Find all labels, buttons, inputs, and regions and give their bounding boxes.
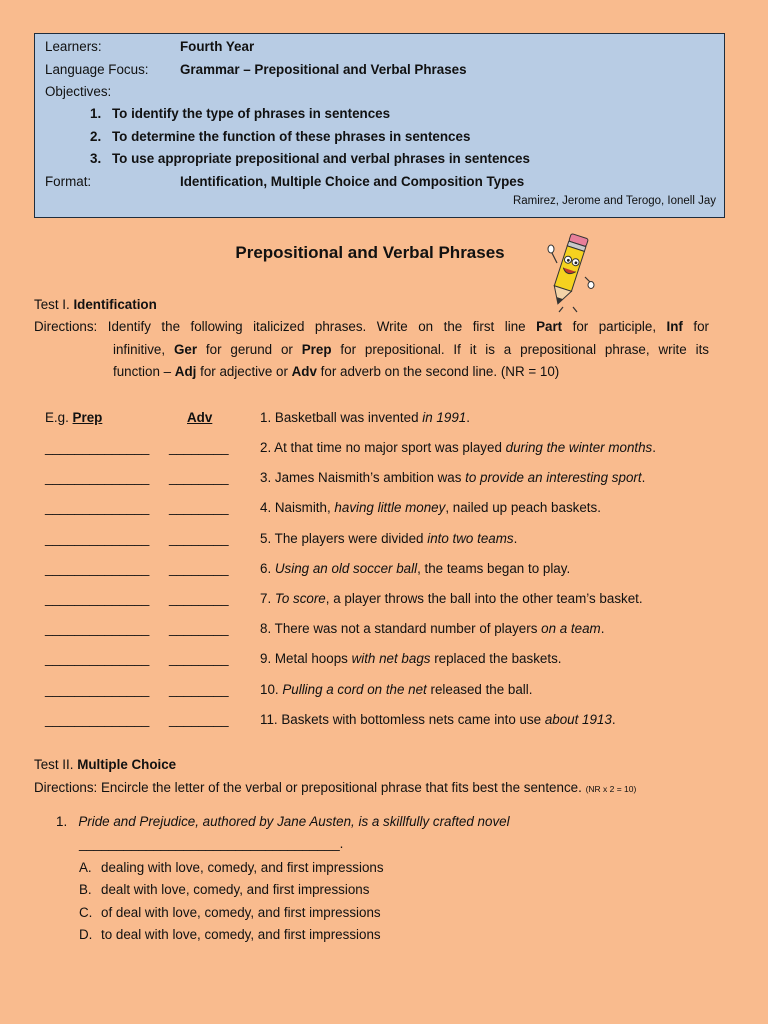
example-function: Adv — [187, 410, 213, 425]
page-title: Prepositional and Verbal Phrases — [235, 243, 505, 262]
answer-blank-type[interactable]: ______________ — [45, 682, 150, 697]
answer-blank-type[interactable]: ______________ — [45, 531, 150, 546]
list-item: 3. James Naismith’s ambition was to provide an interesting sport. — [260, 470, 646, 485]
list-item: 2. At that time no major sport was played during the winter months. — [260, 440, 656, 455]
list-item: 10. Pulling a cord on the net released the ball. — [260, 682, 533, 697]
answer-blank-type[interactable]: ______________ — [45, 621, 150, 636]
answer-blank-type[interactable]: ______________ — [45, 712, 150, 727]
objectives-label: Objectives: — [45, 84, 112, 99]
answer-blank-function[interactable]: ________ — [169, 651, 229, 666]
mc-option-a[interactable]: A. dealing with love, comedy, and first impressions — [79, 860, 384, 875]
list-item: 7. To score, a player throws the ball into the other team’s basket. — [260, 591, 643, 606]
list-item: 11. Baskets with bottomless nets came into use about 1913. — [260, 712, 616, 727]
answer-blank-type[interactable]: ______________ — [45, 440, 150, 455]
focus-label: Language Focus: — [45, 62, 149, 77]
test1-heading: Test I. Identification — [34, 297, 157, 312]
objective-item: 3. To use appropriate prepositional and verbal phrases in sentences — [90, 151, 530, 166]
answer-blank-function[interactable]: ________ — [169, 500, 229, 515]
answer-blank-function[interactable]: ________ — [169, 531, 229, 546]
answer-blank-type[interactable]: ______________ — [45, 651, 150, 666]
test2-directions: Directions: Encircle the letter of the verbal or prepositional phrase that fits best the sentence. (NR x 2 = 10) — [34, 780, 637, 795]
answer-blank-type[interactable]: ______________ — [45, 500, 150, 515]
pencil-mascot-icon — [545, 233, 595, 313]
focus-value: Grammar – Prepositional and Verbal Phrases — [180, 62, 467, 77]
list-item: 6. Using an old soccer ball, the teams began to play. — [260, 561, 571, 576]
objective-item: 1. To identify the type of phrases in sentences — [90, 106, 391, 121]
test2-heading: Test II. Multiple Choice — [34, 757, 177, 772]
lesson-info-box — [34, 33, 725, 218]
authors: Ramirez, Jerome and Terogo, Ionell Jay — [512, 195, 716, 207]
answer-blank-function[interactable]: ________ — [169, 591, 229, 606]
answer-blank-function[interactable]: ________ — [169, 682, 229, 697]
answer-blank-function[interactable]: ________ — [169, 440, 229, 455]
format-value: Identification, Multiple Choice and Composition Types — [180, 174, 525, 189]
learners-value: Fourth Year — [180, 39, 255, 54]
answer-blank-type[interactable]: ______________ — [45, 470, 150, 485]
mc-option-c[interactable]: C. of deal with love, comedy, and first impressions — [79, 905, 381, 920]
list-item: 5. The players were divided into two teams. — [260, 531, 518, 546]
mc-question: 1. Pride and Prejudice, authored by Jane Austen, is a skillfully crafted novel — [56, 814, 510, 829]
list-item: 8. There was not a standard number of players on a team. — [260, 621, 605, 636]
answer-blank-type[interactable]: ______________ — [45, 591, 150, 606]
mc-option-b[interactable]: B. dealt with love, comedy, and first impressions — [79, 882, 370, 897]
learners-label: Learners: — [45, 39, 102, 54]
list-item: 9. Metal hoops with net bags replaced the baskets. — [260, 651, 562, 666]
format-label: Format: — [45, 174, 92, 189]
mc-answer-blank[interactable]: ___________________________________. — [79, 836, 344, 851]
list-item: 4. Naismith, having little money, nailed up peach baskets. — [260, 500, 601, 515]
answer-blank-function[interactable]: ________ — [169, 470, 229, 485]
answer-blank-function[interactable]: ________ — [169, 561, 229, 576]
answer-blank-type[interactable]: ______________ — [45, 561, 150, 576]
test1-directions: Directions: Identify the following italicized phrases. Write on the first line Part for participle, Inf for infinitive, Ger for gerund or Prep for prepositional. If it is a prepositional phrase, write its function – Adj for adjective or Adv for adverb on the second line. (NR = 10) — [34, 319, 709, 380]
answer-blank-function[interactable]: ________ — [169, 712, 229, 727]
list-item: 1. Basketball was invented in 1991. — [260, 410, 470, 425]
example-answer: E.g. Prep — [45, 410, 103, 425]
answer-blank-function[interactable]: ________ — [169, 621, 229, 636]
mc-option-d[interactable]: D. to deal with love, comedy, and first impressions — [79, 927, 381, 942]
objective-item: 2. To determine the function of these phrases in sentences — [90, 129, 471, 144]
